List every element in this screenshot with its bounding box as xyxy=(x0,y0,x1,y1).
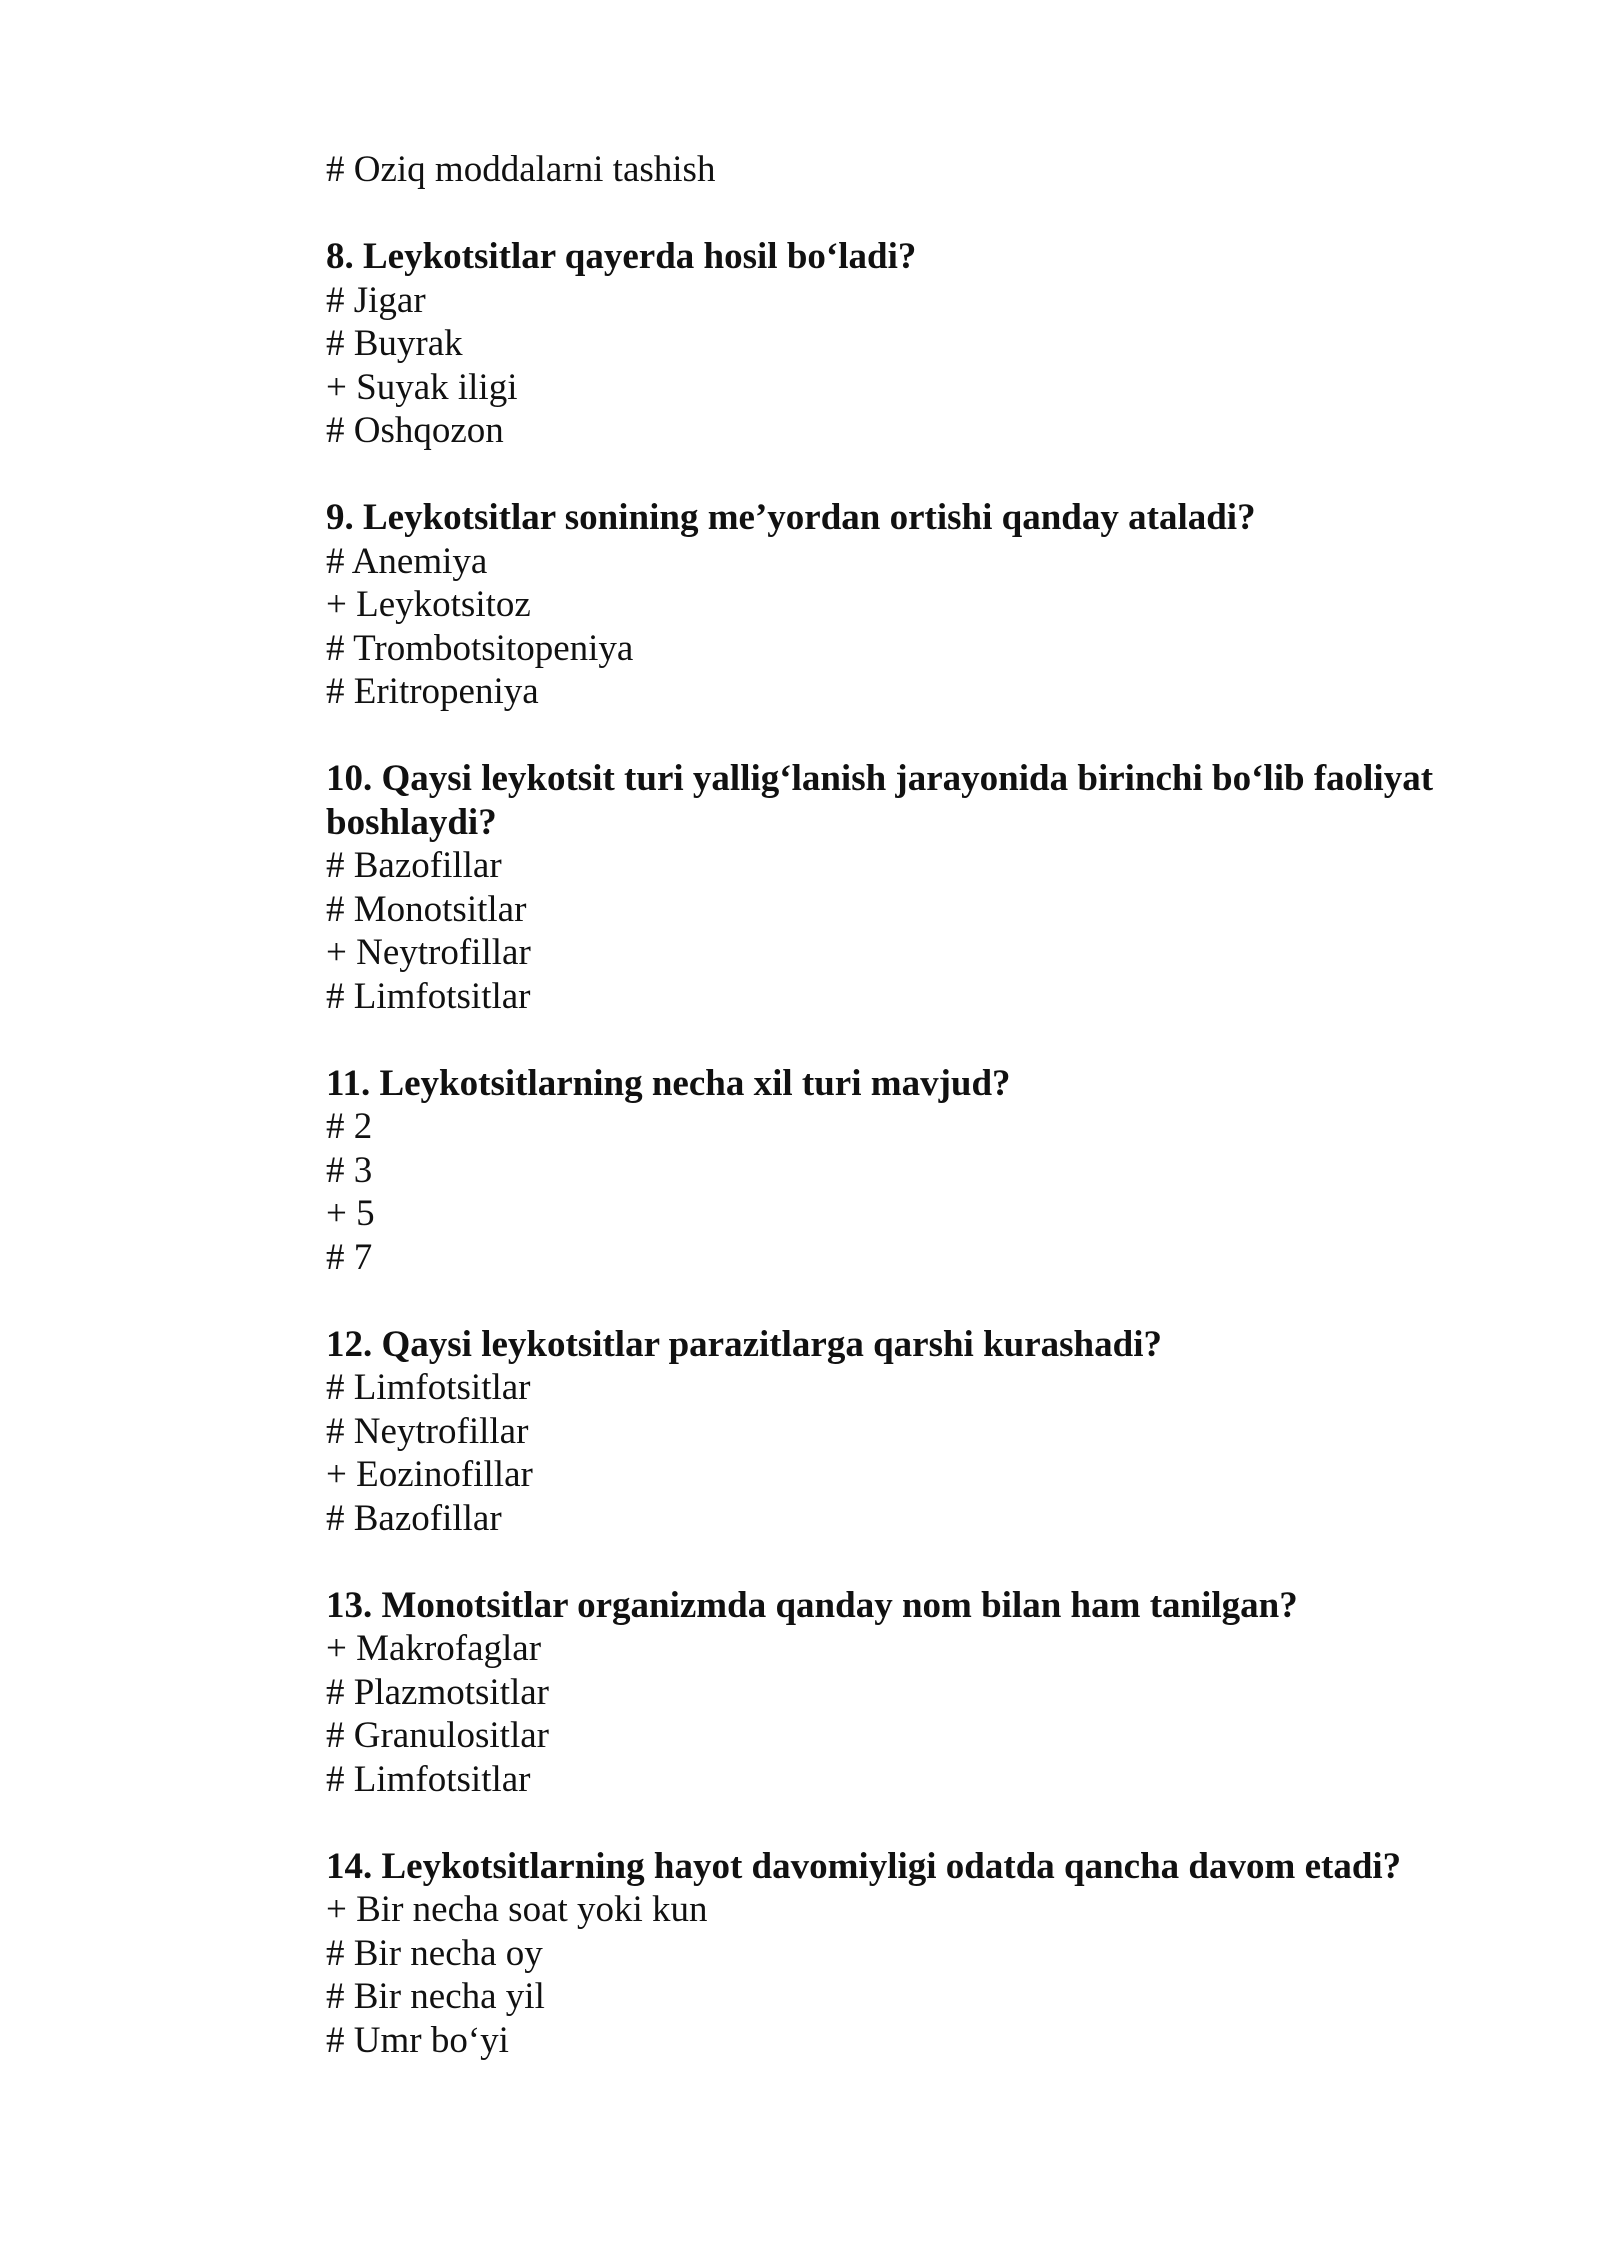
answer-option: # Oshqozon xyxy=(326,410,504,451)
document-page xyxy=(326,148,1476,2062)
question-block-12 xyxy=(326,1323,1476,1541)
answer-option: # Buyrak xyxy=(326,323,463,364)
question-block-11 xyxy=(326,1062,1476,1280)
correct-answer-option: + Makrofaglar xyxy=(326,1628,542,1669)
answer-option: # Jigar xyxy=(326,279,426,321)
correct-answer-option: + Bir necha soat yoki kun xyxy=(326,1889,708,1930)
correct-answer-option: + Leykotsitoz xyxy=(326,584,531,625)
correct-answer-option: + Neytrofillar xyxy=(326,932,531,973)
question-11-title: 11. Leykotsitlarning necha xil turi mavjud? xyxy=(326,1062,1011,1104)
answer-option: # Limfotsitlar xyxy=(326,1758,531,1800)
question-block-14 xyxy=(326,1845,1476,2063)
correct-answer-option: + 5 xyxy=(326,1193,375,1234)
question-block-13 xyxy=(326,1584,1476,1802)
question-block-10 xyxy=(326,757,1476,1018)
answer-option: # Bir necha oy xyxy=(326,1932,543,1974)
answer-option: # Bazofillar xyxy=(326,1497,502,1539)
question-block-8 xyxy=(326,235,1476,453)
answer-option: # Trombotsitopeniya xyxy=(326,627,634,669)
answer-option: # Neytrofillar xyxy=(326,1410,529,1452)
lead-answer-option: # Oziq moddalarni tashish xyxy=(326,149,716,190)
answer-option: # Granulositlar xyxy=(326,1715,549,1756)
answer-option: # 7 xyxy=(326,1236,373,1278)
answer-option: # Monotsitlar xyxy=(326,888,527,930)
answer-option: # Plazmotsitlar xyxy=(326,1671,549,1713)
correct-answer-option: + Eozinofillar xyxy=(326,1454,533,1495)
correct-answer-option: + Suyak iligi xyxy=(326,366,518,408)
question-8-title: 8. Leykotsitlar qayerda hosil bo‘ladi? xyxy=(326,236,917,277)
answer-option: # Bazofillar xyxy=(326,845,502,886)
question-12-title: 12. Qaysi leykotsitlar parazitlarga qarshi kurashadi? xyxy=(326,1323,1162,1365)
answer-option: # Limfotsitlar xyxy=(326,1367,531,1408)
question-block-9 xyxy=(326,496,1476,714)
answer-option: # Eritropeniya xyxy=(326,671,539,712)
question-13-title: 13. Monotsitlar organizmda qanday nom bilan ham tanilgan? xyxy=(326,1584,1298,1626)
answer-option: # 3 xyxy=(326,1149,373,1191)
answer-option: # Limfotsitlar xyxy=(326,975,531,1017)
answer-option: # Anemiya xyxy=(326,540,488,582)
answer-option: # Umr bo‘yi xyxy=(326,2019,509,2061)
question-9-title: 9. Leykotsitlar sonining me’yordan ortishi qanday ataladi? xyxy=(326,497,1256,538)
answer-option: # Bir necha yil xyxy=(326,1976,545,2017)
question-14-title: 14. Leykotsitlarning hayot davomiyligi odatda qancha davom etadi? xyxy=(326,1845,1402,1887)
question-10-title: 10. Qaysi leykotsit turi yallig‘lanish jarayonida birinchi bo‘lib faoliyat boshlaydi? xyxy=(326,758,1434,843)
answer-option: # 2 xyxy=(326,1106,373,1147)
